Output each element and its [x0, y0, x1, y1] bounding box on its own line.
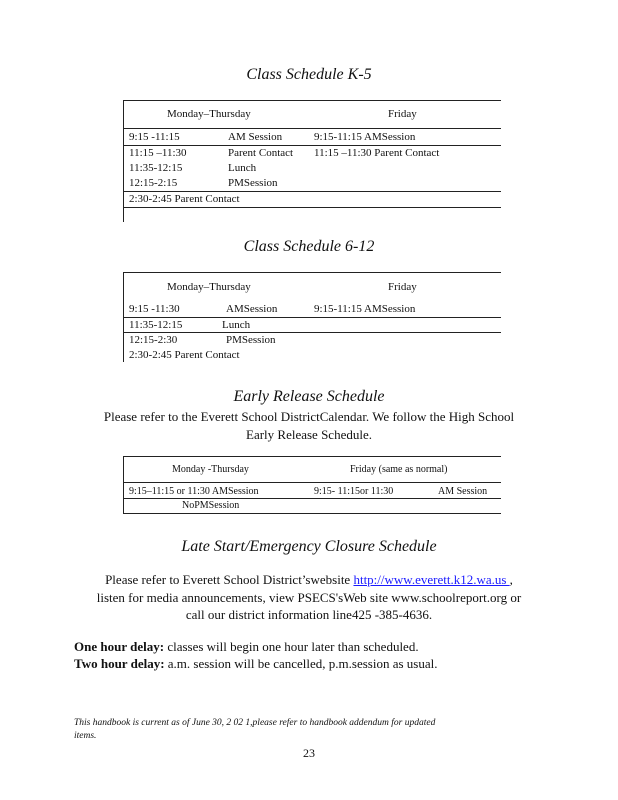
k5-row4-activity: PMSession: [228, 177, 278, 189]
k5-col-header-friday: Friday: [388, 108, 417, 120]
one-hour-delay-label: One hour delay:: [74, 639, 165, 654]
one-hour-delay-line: [74, 639, 419, 655]
district-website-link[interactable]: http://www.everett.k12.wa.us: [353, 572, 510, 587]
late-start-text-line3: call our district information line425 -385-4636.: [185, 607, 433, 622]
k5-title: Class Schedule K-5: [246, 66, 372, 83]
early-no-pm-session: NoPMSession: [182, 500, 240, 511]
handbook-note-line2: items.: [74, 731, 97, 741]
two-hour-delay-label: Two hour delay:: [74, 656, 165, 671]
early-release-title: Early Release Schedule: [233, 388, 385, 405]
g612-col-header-friday: Friday: [388, 281, 417, 293]
handbook-note-line1: This handbook is current as of June 30, 2 02 1,please refer to handbook addendum for updated: [74, 718, 436, 728]
g612-row4-parent-contact: 2:30-2:45 Parent Contact: [129, 349, 240, 361]
two-hour-delay-text: a.m. session will be cancelled, p.m.session as usual.: [164, 656, 438, 671]
early-row-mon-thu: 9:15–11:15 or 11:30 AMSession: [129, 486, 259, 497]
k5-row2-activity: Parent Contact: [228, 147, 294, 159]
k5-row3-activity: Lunch: [228, 162, 257, 174]
early-release-text-line1: Please refer to the Everett School DistrictCalendar. We follow the High School: [103, 409, 515, 424]
late-start-title: Late Start/Emergency Closure Schedule: [181, 538, 437, 555]
k5-row1-activity: AM Session: [228, 131, 283, 143]
k5-row1-time: 9:15 -11:15: [129, 131, 180, 143]
early-col-header-mon-thu: Monday -Thursday: [172, 464, 249, 475]
early-release-text-line2: Early Release Schedule.: [246, 427, 372, 442]
g612-row3-activity: PMSession: [226, 334, 276, 346]
early-row-friday-session: AM Session: [438, 486, 488, 497]
g612-row3-time: 12:15-2:30: [129, 334, 178, 346]
early-col-header-friday: Friday (same as normal): [350, 464, 448, 475]
g612-row1-friday: 9:15-11:15 AMSession: [314, 303, 416, 315]
g612-row2-activity: Lunch: [222, 319, 251, 331]
g612-col-header-mon-thu: Monday–Thursday: [167, 281, 251, 293]
two-hour-delay-line: [74, 656, 437, 672]
k5-row5-parent-contact: 2:30-2:45 Parent Contact: [129, 193, 240, 205]
late-start-text-line1-prefix: Please refer to Everett School District’swebsite: [105, 572, 354, 587]
g612-row1-time: 9:15 -11:30: [129, 303, 180, 315]
g612-title: Class Schedule 6-12: [243, 238, 375, 255]
k5-row2-friday: 11:15 –11:30 Parent Contact: [314, 147, 440, 159]
k5-row2-time: 11:15 –11:30: [129, 147, 187, 159]
k5-col-header-mon-thu: Monday–Thursday: [167, 108, 251, 120]
k5-row4-time: 12:15-2:15: [129, 177, 178, 189]
k5-row3-time: 11:35-12:15: [129, 162, 183, 174]
g612-row2-time: 11:35-12:15: [129, 319, 183, 331]
one-hour-delay-text: classes will begin one hour later than scheduled.: [164, 639, 419, 654]
late-start-text-line2: listen for media announcements, view PSECS'sWeb site www.schoolreport.org or: [96, 590, 522, 605]
k5-row1-friday: 9:15-11:15 AMSession: [314, 131, 416, 143]
late-start-text-line1-suffix: ,: [509, 572, 513, 587]
early-row-friday-time: 9:15- 11:15or 11:30: [314, 486, 394, 497]
g612-row1-activity: AMSession: [226, 303, 278, 315]
page-number: 23: [303, 746, 315, 760]
late-start-text-line1: [0, 572, 618, 588]
